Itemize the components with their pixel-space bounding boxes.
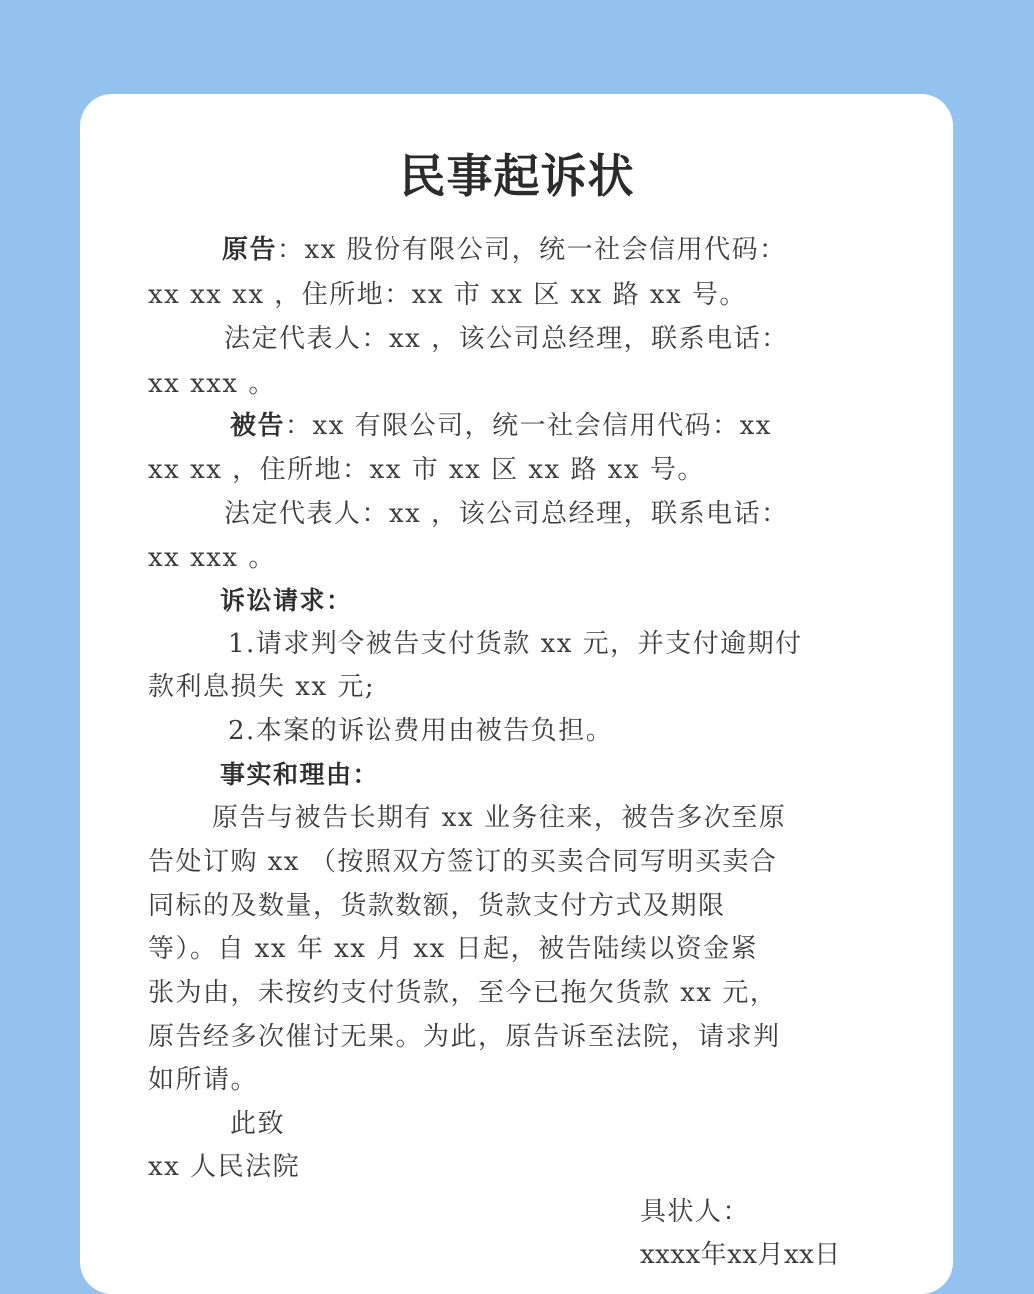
plaintiff-line-1-text: ：xx 股份有限公司，统一社会信用代码： bbox=[277, 235, 787, 265]
defendant-label: 被告 bbox=[230, 411, 286, 441]
defendant-line-3: 法定代表人：xx ，该公司总经理，联系电话： bbox=[224, 499, 789, 529]
claims-heading: 诉讼请求： bbox=[220, 586, 353, 615]
facts-line: 如所请。 bbox=[148, 1065, 259, 1095]
plaintiff-line-4: xx xxx 。 bbox=[148, 369, 276, 399]
court-name: xx 人民法院 bbox=[148, 1152, 301, 1182]
facts-line: 张为由，未按约支付货款，至今已拖欠货款 xx 元， bbox=[148, 978, 778, 1008]
claim-2: 2.本案的诉讼费用由被告负担。 bbox=[228, 716, 614, 746]
defendant-line-4: xx xxx 。 bbox=[148, 543, 276, 573]
signer-label: 具状人： bbox=[640, 1197, 751, 1227]
plaintiff-line-2: xx xx xx ，住所地：xx 市 xx 区 xx 路 xx 号。 bbox=[148, 280, 747, 310]
defendant-line-1-text: ：xx 有限公司，统一社会信用代码：xx bbox=[285, 411, 772, 441]
plaintiff-label: 原告 bbox=[222, 235, 278, 265]
facts-line: 告处订购 xx （按照双方签订的买卖合同写明买卖合 bbox=[148, 847, 778, 877]
defendant-line-2: xx xx ，住所地：xx 市 xx 区 xx 路 xx 号。 bbox=[148, 455, 705, 485]
document-title: 民事起诉状 bbox=[399, 149, 635, 203]
salutation: 此致 bbox=[230, 1109, 286, 1139]
facts-heading: 事实和理由： bbox=[220, 760, 380, 789]
plaintiff-line-1 bbox=[222, 233, 787, 267]
facts-line: 等）。自 xx 年 xx 月 xx 日起，被告陆续以资金紧 bbox=[148, 934, 759, 964]
claim-1-line-1: 1.请求判令被告支付货款 xx 元，并支付逾期付 bbox=[228, 629, 803, 659]
plaintiff-line-3: 法定代表人：xx ，该公司总经理，联系电话： bbox=[224, 324, 789, 354]
facts-line: 原告与被告长期有 xx 业务往来，被告多次至原 bbox=[212, 803, 787, 833]
defendant-line-1 bbox=[230, 409, 772, 443]
facts-line: 原告经多次催讨无果。为此，原告诉至法院，请求判 bbox=[148, 1022, 781, 1052]
claim-1-line-2: 款利息损失 xx 元; bbox=[148, 672, 376, 702]
signing-date: xxxx年xx月xx日 bbox=[640, 1240, 841, 1270]
facts-line: 同标的及数量，货款数额，货款支付方式及期限 bbox=[148, 891, 726, 921]
